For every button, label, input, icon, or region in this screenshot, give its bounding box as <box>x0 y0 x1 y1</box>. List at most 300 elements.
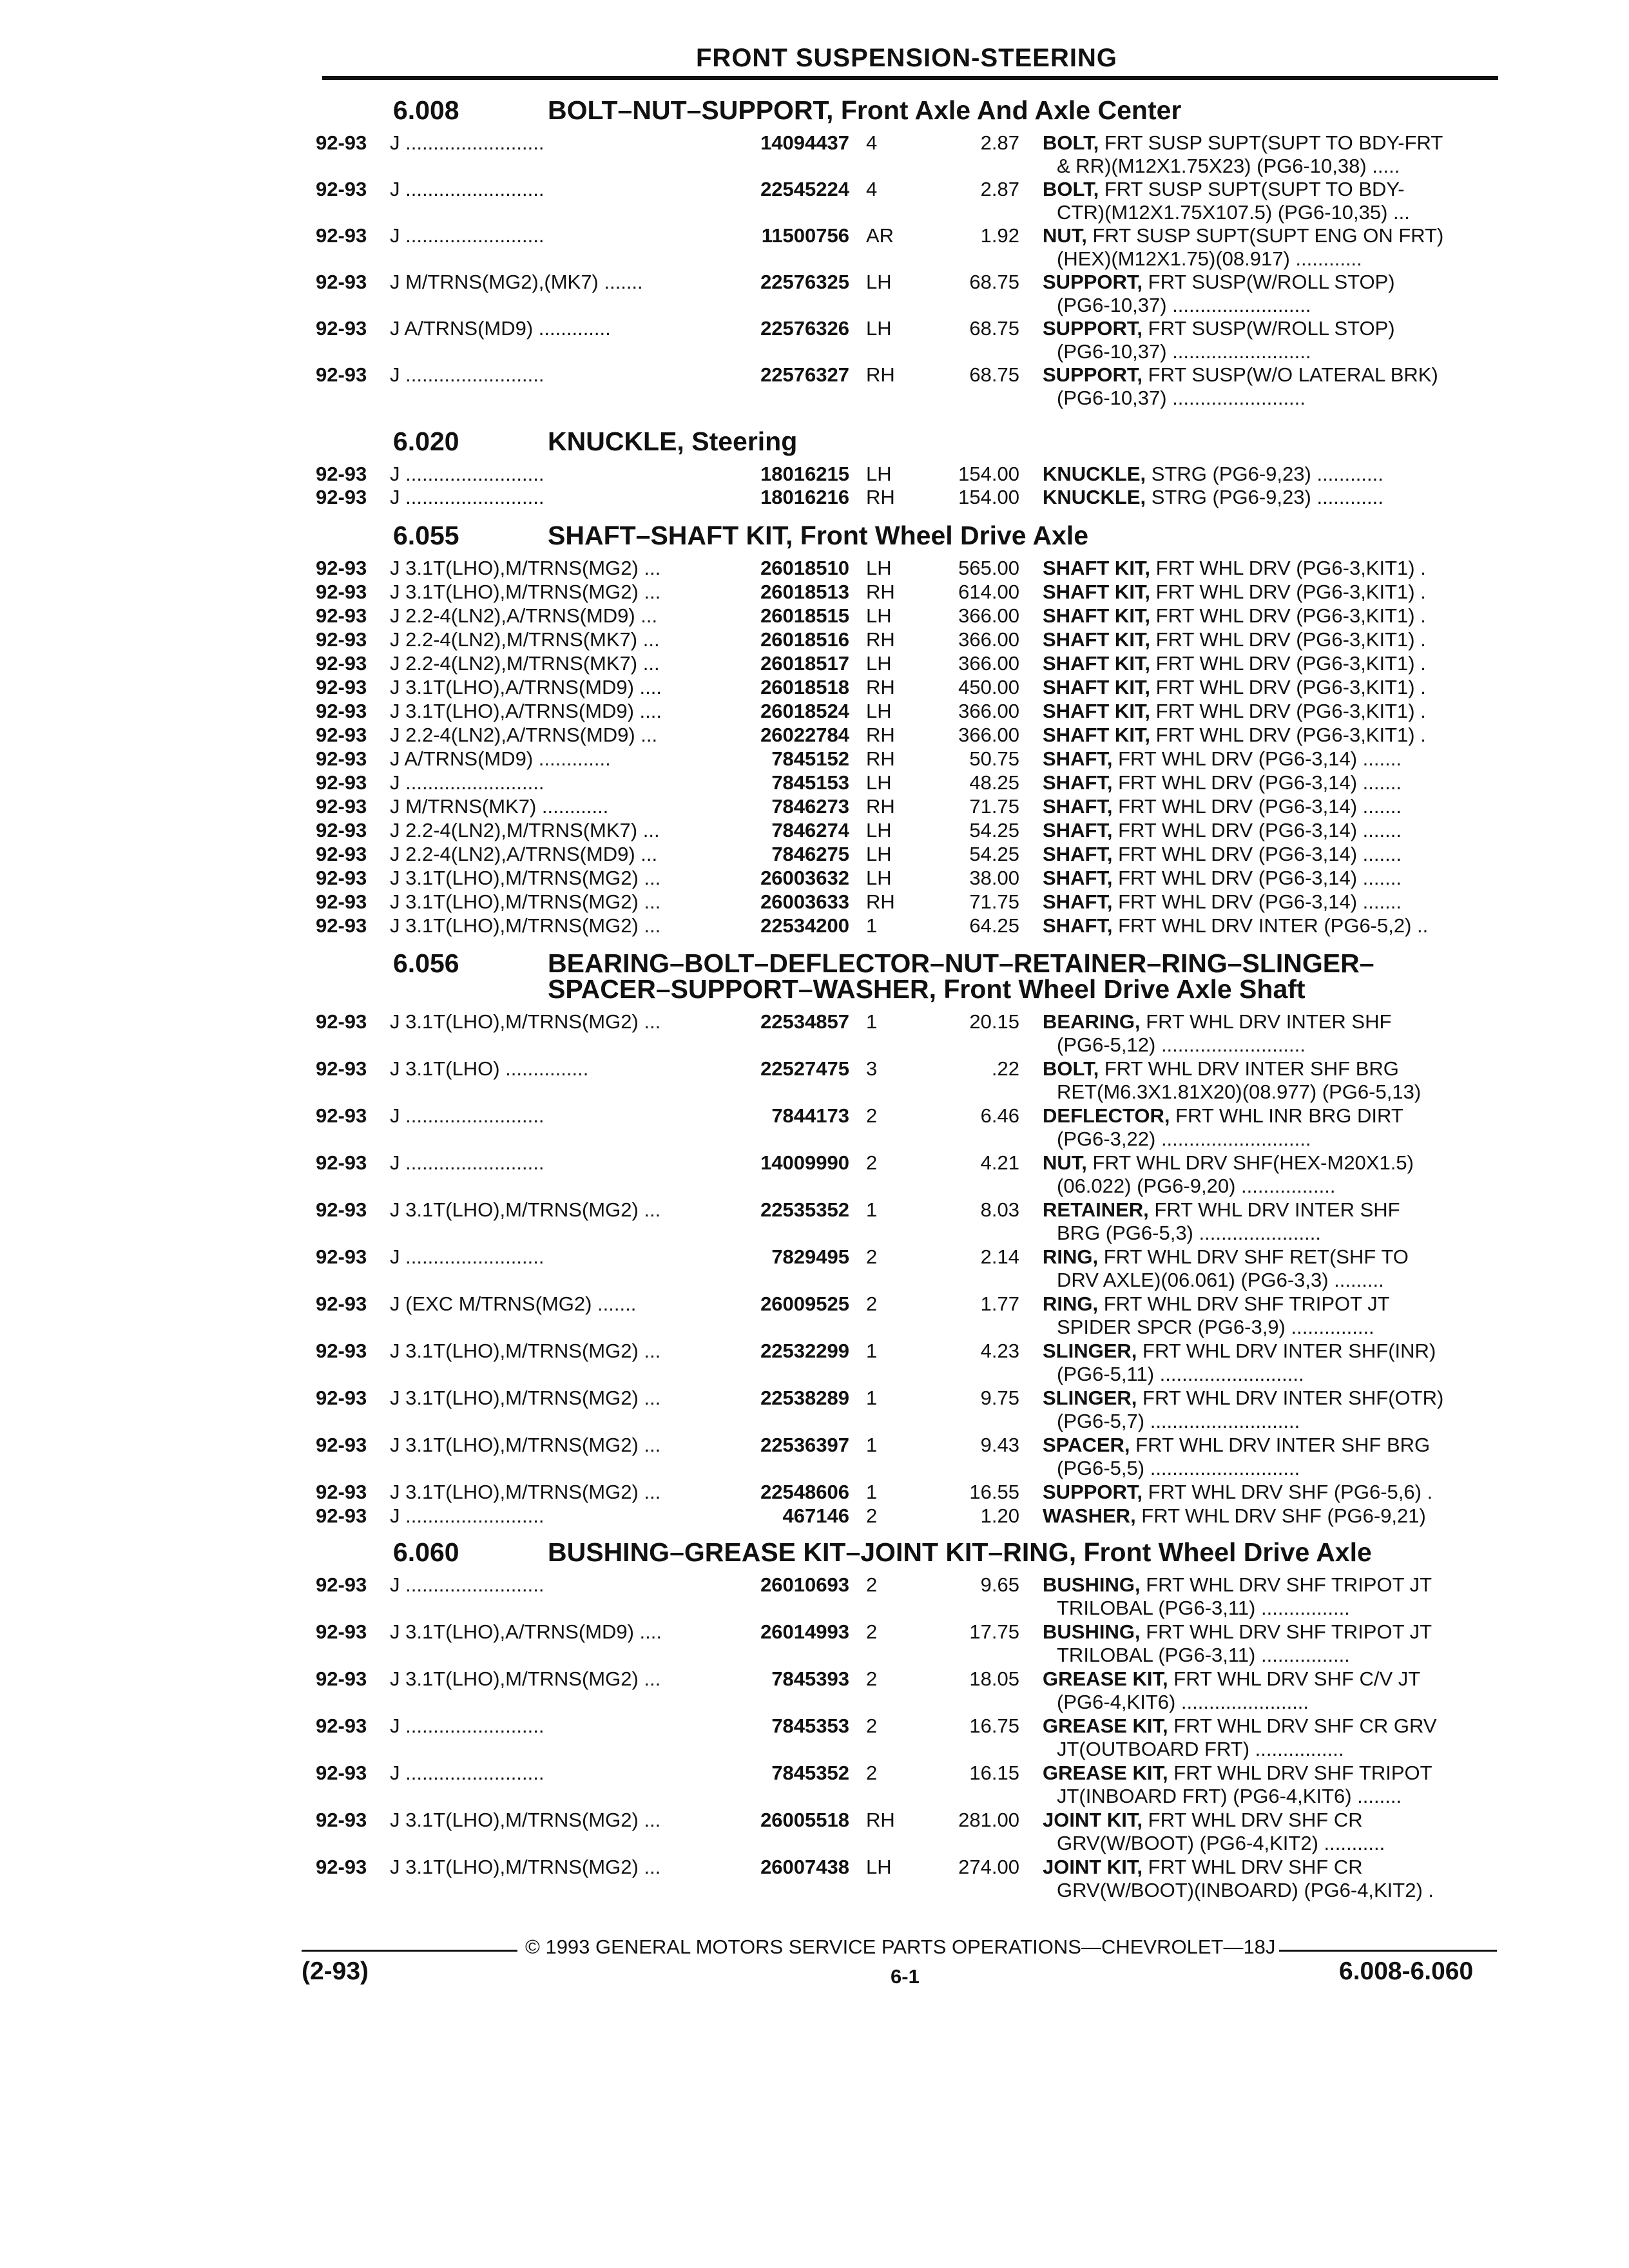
description-line1 <box>1043 653 1426 673</box>
model-year: 92-93 <box>316 131 367 154</box>
application: J M/TRNS(MG2),(MK7) ....... <box>390 271 643 293</box>
footer-section-range: 6.008-6.060 <box>1339 1957 1474 1985</box>
part-number: 18016215 <box>760 463 849 485</box>
quantity: LH <box>866 463 892 485</box>
description-detail: FRT SUSP SUPT(SUPT ENG ON FRT) <box>1086 224 1444 247</box>
application: J 3.1T(LHO),M/TRNS(MG2) ... <box>390 557 661 579</box>
description-line1 <box>1043 1059 1399 1079</box>
part-number: 7845393 <box>771 1667 849 1690</box>
model-year: 92-93 <box>316 1620 367 1643</box>
price: 366.00 <box>958 652 1019 675</box>
quantity: LH <box>866 317 892 340</box>
model-year: 92-93 <box>316 795 367 818</box>
model-year: 92-93 <box>316 1387 367 1409</box>
description-detail: FRT WHL DRV SHF(HEX-M20X1.5) <box>1086 1151 1414 1174</box>
description-line1 <box>1043 701 1426 721</box>
quantity: 1 <box>866 1340 878 1362</box>
model-year: 92-93 <box>316 771 367 794</box>
description-part-name: SHAFT KIT, <box>1043 557 1151 579</box>
description-detail: FRT SUSP(W/O LATERAL BRK) <box>1142 363 1438 386</box>
price: 2.87 <box>980 131 1019 154</box>
application: J 3.1T(LHO),M/TRNS(MG2) ... <box>390 1434 661 1456</box>
price: 50.75 <box>969 747 1019 770</box>
quantity: RH <box>866 628 895 651</box>
quantity: 3 <box>866 1057 878 1080</box>
part-number: 14094437 <box>760 131 849 154</box>
description-part-name: KNUCKLE, <box>1043 486 1146 508</box>
price: 450.00 <box>958 676 1019 698</box>
description-line1 <box>1043 365 1438 385</box>
description-part-name: BEARING, <box>1043 1010 1141 1033</box>
description-line1 <box>1043 1669 1420 1689</box>
model-year: 92-93 <box>316 819 367 841</box>
model-year: 92-93 <box>316 1057 367 1080</box>
description-part-name: SHAFT, <box>1043 843 1113 865</box>
description-part-name: SHAFT, <box>1043 795 1113 818</box>
model-year: 92-93 <box>316 604 367 627</box>
application: J ......................... <box>390 1573 545 1596</box>
price: 38.00 <box>969 867 1019 889</box>
section-title: SHAFT–SHAFT KIT, Front Wheel Drive Axle <box>548 521 1089 550</box>
part-number: 26003633 <box>760 890 849 913</box>
part-number: 26018516 <box>760 628 849 651</box>
quantity: LH <box>866 652 892 675</box>
application: J ......................... <box>390 363 545 386</box>
model-year: 92-93 <box>316 1481 367 1503</box>
model-year: 92-93 <box>316 463 367 485</box>
description-line1 <box>1043 1153 1414 1173</box>
part-number: 26018518 <box>760 676 849 698</box>
application: J 3.1T(LHO),M/TRNS(MG2) ... <box>390 1809 661 1831</box>
description-detail: FRT WHL DRV SHF (PG6-5,6) . <box>1142 1481 1433 1503</box>
description-line2: (PG6-4,KIT6) ....................... <box>1057 1691 1309 1713</box>
description-line1 <box>1043 133 1443 153</box>
application: J ......................... <box>390 1504 545 1527</box>
application: J 3.1T(LHO),M/TRNS(MG2) ... <box>390 1340 661 1362</box>
quantity: LH <box>866 557 892 579</box>
description-detail: FRT WHL DRV INTER SHF(OTR) <box>1137 1387 1444 1409</box>
quantity: AR <box>866 224 894 247</box>
description-line2: (PG6-5,12) .......................... <box>1057 1033 1306 1056</box>
price: 4.23 <box>980 1340 1019 1362</box>
description-line2: CTR)(M12X1.75X107.5) (PG6-10,35) ... <box>1057 201 1410 224</box>
description-line1 <box>1043 1506 1426 1526</box>
part-number: 26022784 <box>760 724 849 746</box>
description-detail: FRT WHL DRV SHF TRIPOT JT <box>1140 1573 1432 1596</box>
part-number: 22534857 <box>760 1010 849 1033</box>
description-detail: FRT WHL DRV SHF (PG6-9,21) <box>1135 1504 1426 1527</box>
description-line1 <box>1043 844 1402 864</box>
price: .22 <box>991 1057 1019 1080</box>
application: J 3.1T(LHO),M/TRNS(MG2) ... <box>390 1198 661 1221</box>
part-number: 18016216 <box>760 486 849 508</box>
description-part-name: GREASE KIT, <box>1043 1762 1168 1784</box>
application: J ......................... <box>390 1104 545 1127</box>
description-line2: JT(OUTBOARD FRT) ................ <box>1057 1738 1344 1760</box>
model-year: 92-93 <box>316 1293 367 1315</box>
part-number: 22576326 <box>760 317 849 340</box>
application: J ......................... <box>390 224 545 247</box>
part-number: 7845153 <box>771 771 849 794</box>
description-part-name: SHAFT KIT, <box>1043 724 1151 746</box>
price: 16.55 <box>969 1481 1019 1503</box>
part-number: 26005518 <box>760 1809 849 1831</box>
quantity: 2 <box>866 1293 878 1315</box>
description-detail: FRT WHL DRV INTER SHF BRG <box>1130 1434 1431 1456</box>
quantity: 2 <box>866 1504 878 1527</box>
application: J 3.1T(LHO),M/TRNS(MG2) ... <box>390 1481 661 1503</box>
description-line2: GRV(W/BOOT) (PG6-4,KIT2) ........... <box>1057 1832 1385 1854</box>
price: 274.00 <box>958 1856 1019 1878</box>
description-part-name: SHAFT, <box>1043 747 1113 770</box>
model-year: 92-93 <box>316 628 367 651</box>
model-year: 92-93 <box>316 317 367 340</box>
description-part-name: SHAFT KIT, <box>1043 604 1151 627</box>
footer-rule-right <box>1279 1950 1497 1952</box>
description-detail: FRT WHL DRV (PG6-3,KIT1) . <box>1150 604 1426 627</box>
description-detail: FRT WHL DRV INTER SHF <box>1140 1010 1392 1033</box>
price: 71.75 <box>969 890 1019 913</box>
description-line1 <box>1043 318 1395 338</box>
section-title: BUSHING–GREASE KIT–JOINT KIT–RING, Front Wheel Drive Axle <box>548 1537 1372 1567</box>
part-number: 26018517 <box>760 652 849 675</box>
price: 281.00 <box>958 1809 1019 1831</box>
price: 68.75 <box>969 317 1019 340</box>
part-number: 22545224 <box>760 178 849 200</box>
description-line2: (HEX)(M12X1.75)(08.917) ............ <box>1057 247 1362 270</box>
description-line2: TRILOBAL (PG6-3,11) ................ <box>1057 1644 1350 1666</box>
section-number: 6.060 <box>393 1537 459 1567</box>
application: J 2.2-4(LN2),A/TRNS(MD9) ... <box>390 724 658 746</box>
price: 4.21 <box>980 1151 1019 1174</box>
section-number: 6.008 <box>393 95 459 125</box>
application: J A/TRNS(MD9) ............. <box>390 317 611 340</box>
quantity: LH <box>866 271 892 293</box>
application: J 3.1T(LHO),M/TRNS(MG2) ... <box>390 1856 661 1878</box>
price: 71.75 <box>969 795 1019 818</box>
model-year: 92-93 <box>316 843 367 865</box>
section-title-line2: SPACER–SUPPORT–WASHER, Front Wheel Drive Axle Shaft <box>548 974 1306 1004</box>
description-part-name: RING, <box>1043 1245 1099 1268</box>
description-part-name: BUSHING, <box>1043 1573 1141 1596</box>
description-line2: & RR)(M12X1.75X23) (PG6-10,38) ..... <box>1057 155 1400 177</box>
price: 1.77 <box>980 1293 1019 1315</box>
quantity: 2 <box>866 1762 878 1784</box>
part-number: 7845353 <box>771 1715 849 1737</box>
price: 2.14 <box>980 1245 1019 1268</box>
description-line1 <box>1043 725 1426 745</box>
description-part-name: SPACER, <box>1043 1434 1130 1456</box>
description-line1 <box>1043 749 1402 769</box>
description-part-name: BOLT, <box>1043 178 1099 200</box>
application: J A/TRNS(MD9) ............. <box>390 747 611 770</box>
description-part-name: SHAFT KIT, <box>1043 581 1151 603</box>
model-year: 92-93 <box>316 867 367 889</box>
description-line2: SPIDER SPCR (PG6-3,9) ............... <box>1057 1316 1374 1338</box>
quantity: 1 <box>866 1481 878 1503</box>
description-part-name: GREASE KIT, <box>1043 1667 1168 1690</box>
description-line1 <box>1043 226 1443 245</box>
footer-rule-left <box>302 1950 517 1952</box>
description-detail: FRT SUSP SUPT(SUPT TO BDY-FRT <box>1099 131 1443 154</box>
description-part-name: SHAFT KIT, <box>1043 652 1151 675</box>
part-number: 11500756 <box>761 224 849 247</box>
quantity: LH <box>866 843 892 865</box>
model-year: 92-93 <box>316 1504 367 1527</box>
model-year: 92-93 <box>316 1198 367 1221</box>
description-line2: (PG6-10,37) ........................ <box>1057 387 1306 409</box>
quantity: RH <box>866 890 895 913</box>
price: 366.00 <box>958 628 1019 651</box>
price: 366.00 <box>958 700 1019 722</box>
description-part-name: SUPPORT, <box>1043 363 1143 386</box>
model-year: 92-93 <box>316 914 367 937</box>
description-part-name: JOINT KIT, <box>1043 1856 1143 1878</box>
description-line1 <box>1043 1341 1436 1361</box>
description-line1 <box>1043 916 1428 936</box>
application: J 3.1T(LHO),M/TRNS(MG2) ... <box>390 1667 661 1690</box>
description-line1 <box>1043 629 1426 649</box>
part-number: 22534200 <box>760 914 849 937</box>
application: J ......................... <box>390 486 545 508</box>
description-line1 <box>1043 773 1402 793</box>
model-year: 92-93 <box>316 747 367 770</box>
quantity: 2 <box>866 1151 878 1174</box>
quantity: 2 <box>866 1620 878 1643</box>
model-year: 92-93 <box>316 890 367 913</box>
description-line1 <box>1043 1388 1443 1408</box>
description-part-name: JOINT KIT, <box>1043 1809 1143 1831</box>
description-detail: FRT WHL DRV (PG6-3,KIT1) . <box>1150 652 1426 675</box>
application: J ......................... <box>390 771 545 794</box>
description-detail: FRT WHL DRV SHF CR <box>1142 1809 1363 1831</box>
description-line1 <box>1043 1810 1363 1830</box>
quantity: LH <box>866 819 892 841</box>
price: 1.20 <box>980 1504 1019 1527</box>
description-line2: DRV AXLE)(06.061) (PG6-3,3) ......... <box>1057 1269 1384 1291</box>
description-line1 <box>1043 1435 1430 1455</box>
page-header-title: FRONT SUSPENSION-STEERING <box>696 44 1117 72</box>
description-part-name: SLINGER, <box>1043 1340 1137 1362</box>
description-line1 <box>1043 796 1402 816</box>
price: 16.15 <box>969 1762 1019 1784</box>
price: 9.65 <box>980 1573 1019 1596</box>
description-line1 <box>1043 582 1426 602</box>
description-detail: FRT WHL DRV (PG6-3,KIT1) . <box>1150 700 1426 722</box>
part-number: 7829495 <box>771 1245 849 1268</box>
description-line1 <box>1043 1294 1390 1314</box>
application: J ......................... <box>390 131 545 154</box>
model-year: 92-93 <box>316 1856 367 1878</box>
part-number: 26018513 <box>760 581 849 603</box>
description-detail: FRT SUSP(W/ROLL STOP) <box>1142 317 1395 340</box>
description-detail: FRT WHL DRV (PG6-3,KIT1) . <box>1150 628 1426 651</box>
description-line1 <box>1043 558 1426 578</box>
model-year: 92-93 <box>316 652 367 675</box>
description-part-name: SHAFT, <box>1043 867 1113 889</box>
quantity: 2 <box>866 1667 878 1690</box>
application: J (EXC M/TRNS(MG2) ....... <box>390 1293 637 1315</box>
application: J 2.2-4(LN2),M/TRNS(MK7) ... <box>390 628 660 651</box>
quantity: 1 <box>866 1387 878 1409</box>
model-year: 92-93 <box>316 557 367 579</box>
part-number: 22576325 <box>760 271 849 293</box>
model-year: 92-93 <box>316 1434 367 1456</box>
description-detail: FRT WHL DRV (PG6-3,14) ....... <box>1112 795 1402 818</box>
part-number: 22538289 <box>760 1387 849 1409</box>
description-line2: (PG6-5,11) .......................... <box>1057 1363 1304 1385</box>
part-number: 26018524 <box>760 700 849 722</box>
model-year: 92-93 <box>316 724 367 746</box>
section-title: BOLT–NUT–SUPPORT, Front Axle And Axle Center <box>548 95 1182 125</box>
part-number: 26003632 <box>760 867 849 889</box>
section-number: 6.020 <box>393 427 459 456</box>
part-number: 7845152 <box>771 747 849 770</box>
quantity: LH <box>866 867 892 889</box>
application: J 3.1T(LHO) ............... <box>390 1057 589 1080</box>
description-detail: FRT WHL DRV SHF TRIPOT JT <box>1098 1293 1390 1315</box>
description-part-name: BOLT, <box>1043 131 1099 154</box>
part-number: 22576327 <box>760 363 849 386</box>
description-line2: (PG6-5,7) ........................... <box>1057 1410 1300 1432</box>
model-year: 92-93 <box>316 1715 367 1737</box>
price: 565.00 <box>958 557 1019 579</box>
quantity: 2 <box>866 1104 878 1127</box>
description-line1 <box>1043 1482 1432 1502</box>
description-detail: FRT WHL DRV SHF CR <box>1142 1856 1363 1878</box>
description-line1 <box>1043 868 1402 888</box>
description-detail: STRG (PG6-9,23) ............ <box>1146 463 1383 485</box>
description-part-name: BUSHING, <box>1043 1620 1141 1643</box>
price: 17.75 <box>969 1620 1019 1643</box>
footer-copyright: © 1993 GENERAL MOTORS SERVICE PARTS OPERATIONS—CHEVROLET—18J <box>525 1936 1276 1958</box>
section-title: KNUCKLE, Steering <box>548 427 798 456</box>
description-part-name: SHAFT KIT, <box>1043 628 1151 651</box>
description-detail: FRT WHL DRV (PG6-3,KIT1) . <box>1150 676 1426 698</box>
price: 366.00 <box>958 604 1019 627</box>
application: J 3.1T(LHO),M/TRNS(MG2) ... <box>390 890 661 913</box>
quantity: RH <box>866 581 895 603</box>
part-number: 22548606 <box>760 1481 849 1503</box>
quantity: LH <box>866 700 892 722</box>
part-number: 22532299 <box>760 1340 849 1362</box>
model-year: 92-93 <box>316 178 367 200</box>
application: J ......................... <box>390 1762 545 1784</box>
part-number: 26018510 <box>760 557 849 579</box>
description-part-name: SHAFT KIT, <box>1043 676 1151 698</box>
price: 614.00 <box>958 581 1019 603</box>
description-part-name: RING, <box>1043 1293 1099 1315</box>
price: 9.75 <box>980 1387 1019 1409</box>
description-part-name: NUT, <box>1043 1151 1087 1174</box>
price: 8.03 <box>980 1198 1019 1221</box>
quantity: 1 <box>866 1198 878 1221</box>
description-line2: RET(M6.3X1.81X20)(08.977) (PG6-5,13) <box>1057 1081 1422 1103</box>
price: 6.46 <box>980 1104 1019 1127</box>
quantity: RH <box>866 363 895 386</box>
description-detail: FRT WHL DRV SHF RET(SHF TO <box>1098 1245 1409 1268</box>
price: 154.00 <box>958 486 1019 508</box>
model-year: 92-93 <box>316 1573 367 1596</box>
application: J 2.2-4(LN2),M/TRNS(MK7) ... <box>390 819 660 841</box>
description-part-name: SUPPORT, <box>1043 271 1143 293</box>
application: J 2.2-4(LN2),A/TRNS(MD9) ... <box>390 604 658 627</box>
application: J 3.1T(LHO),A/TRNS(MD9) .... <box>390 676 662 698</box>
application: J 3.1T(LHO),M/TRNS(MG2) ... <box>390 914 661 937</box>
application: J ......................... <box>390 178 545 200</box>
description-detail: STRG (PG6-9,23) ............ <box>1146 486 1383 508</box>
footer-date: (2-93) <box>302 1957 369 1985</box>
part-number: 22536397 <box>760 1434 849 1456</box>
price: 1.92 <box>980 224 1019 247</box>
description-detail: FRT WHL DRV INTER SHF <box>1148 1198 1400 1221</box>
description-line1 <box>1043 1106 1403 1126</box>
part-number: 26009525 <box>760 1293 849 1315</box>
part-number: 26010693 <box>760 1573 849 1596</box>
description-line1 <box>1043 1575 1432 1595</box>
quantity: 2 <box>866 1245 878 1268</box>
model-year: 92-93 <box>316 271 367 293</box>
price: 2.87 <box>980 178 1019 200</box>
model-year: 92-93 <box>316 581 367 603</box>
description-detail: FRT WHL DRV INTER SHF(INR) <box>1137 1340 1436 1362</box>
price: 54.25 <box>969 843 1019 865</box>
model-year: 92-93 <box>316 1245 367 1268</box>
price: 366.00 <box>958 724 1019 746</box>
model-year: 92-93 <box>316 1809 367 1831</box>
description-line1 <box>1043 1716 1437 1736</box>
description-line1 <box>1043 179 1405 199</box>
description-line1 <box>1043 1763 1432 1783</box>
description-part-name: SUPPORT, <box>1043 1481 1143 1503</box>
model-year: 92-93 <box>316 1667 367 1690</box>
description-part-name: SHAFT, <box>1043 819 1113 841</box>
model-year: 92-93 <box>316 1010 367 1033</box>
description-line1 <box>1043 1247 1409 1267</box>
quantity: RH <box>866 795 895 818</box>
quantity: 1 <box>866 1434 878 1456</box>
description-detail: FRT WHL DRV (PG6-3,14) ....... <box>1112 867 1402 889</box>
price: 18.05 <box>969 1667 1019 1690</box>
model-year: 92-93 <box>316 1762 367 1784</box>
description-line1 <box>1043 1622 1432 1642</box>
price: 54.25 <box>969 819 1019 841</box>
description-line1 <box>1043 1857 1363 1877</box>
description-part-name: SHAFT, <box>1043 914 1113 937</box>
application: J 3.1T(LHO),M/TRNS(MG2) ... <box>390 867 661 889</box>
description-detail: FRT WHL DRV (PG6-3,KIT1) . <box>1150 557 1426 579</box>
quantity: 4 <box>866 131 878 154</box>
description-detail: FRT WHL DRV (PG6-3,KIT1) . <box>1150 581 1426 603</box>
quantity: RH <box>866 747 895 770</box>
description-detail: FRT SUSP(W/ROLL STOP) <box>1142 271 1395 293</box>
description-detail: FRT SUSP SUPT(SUPT TO BDY- <box>1099 178 1405 200</box>
model-year: 92-93 <box>316 1340 367 1362</box>
application: J 3.1T(LHO),A/TRNS(MD9) .... <box>390 1620 662 1643</box>
price: 9.43 <box>980 1434 1019 1456</box>
description-part-name: RETAINER, <box>1043 1198 1149 1221</box>
description-line2: BRG (PG6-5,3) ...................... <box>1057 1222 1321 1244</box>
description-part-name: WASHER, <box>1043 1504 1136 1527</box>
part-number: 467146 <box>782 1504 849 1527</box>
description-line1 <box>1043 1200 1400 1220</box>
application: J ......................... <box>390 1715 545 1737</box>
description-detail: FRT WHL DRV INTER (PG6-5,2) .. <box>1112 914 1429 937</box>
description-line2: TRILOBAL (PG6-3,11) ................ <box>1057 1597 1350 1619</box>
description-line1 <box>1043 820 1402 840</box>
application: J 3.1T(LHO),M/TRNS(MG2) ... <box>390 581 661 603</box>
section-number: 6.056 <box>393 948 459 978</box>
